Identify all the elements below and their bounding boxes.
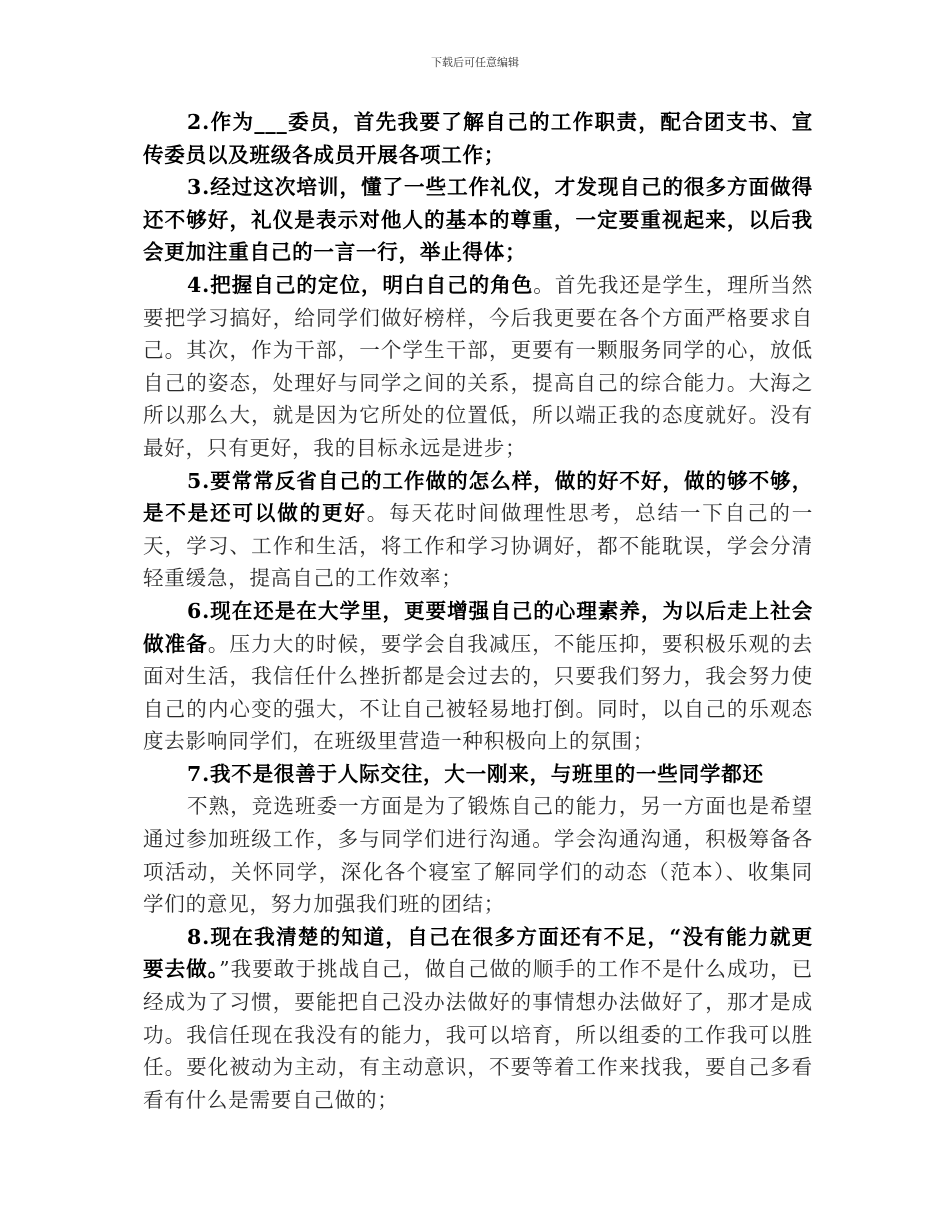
paragraph-6-text: 。压力大的时候，要学会自我减压，不能压抑，要积极乐观的去面对生活，我信任什么挫折都是会过去的，只要我们努力，我会努力使自己的内心变的强大，不让自己被轻易地打倒。同时，以自己的乐观态度去影响同学们，在班级里营造一种积极向上的氛围；	[143, 631, 813, 754]
paragraph-2	[143, 106, 813, 171]
paragraph-4	[143, 269, 813, 465]
paragraph-7-heading: 7.我不是很善于人际交往，大一刚来，与班里的一些同学都还	[187, 761, 764, 786]
paragraph-8-text: ”我要敢于挑战自己，做自己做的顺手的工作不是什么成功，已经成为了习惯，要能把自己没办法做好的事情想办法做好了，那才是成功。我信任现在我没有的能力，我可以培育，所以组委的工作我可以胜任。要化被动为主动，有主动意识，不要等着工作来找我，要自己多看看有什么是需要自己做的；	[143, 957, 813, 1112]
paragraph-4-text: 。首先我还是学生，理所当然要把学习搞好，给同学们做好榜样，今后我更要在各个方面严格要求自己。其次，作为干部，一个学生干部，更要有一颗服务同学的心，放低自己的姿态，处理好与同学之间的关系，提高自己的综合能力。大海之所以那么大，就是因为它所处的位置低，所以端正我的态度就好。没有最好，只有更好，我的目标永远是进步；	[143, 272, 814, 460]
paragraph-4-heading: 4.把握自己的定位，明白自己的角色	[187, 272, 534, 297]
paragraph-5	[143, 465, 813, 595]
paragraph-7c-text: 不熟，竞选班委一方面是为了锻炼自己的能力，另一方面也是希望通过参加班级工作，多与同学们进行沟通。学会沟通沟通，积极筹备各项活动，关怀同学，深化各个寝室了解同学们的动态（范本）、收集同学们的意见，努力加强我们班的团结；	[143, 794, 813, 917]
paragraph-5-text: 。每天花时间做理性思考，总结一下自己的一天，学习、工作和生活，将工作和学习协调好，都不能耽误，学会分清轻重缓急，提高自己的工作效率；	[143, 501, 814, 591]
paragraph-3-heading: 3.经过这次培训，懂了一些工作礼仪，才发现自己的很多方面做得还不够好，礼仪是表示对他人的基本的尊重，一定要重视起来，以后我会更加注重自己的一言一行，举止得体；	[143, 175, 813, 265]
page-header: 下载后可任意编辑	[431, 56, 519, 69]
paragraph-6	[143, 595, 813, 758]
paragraph-7-continued	[143, 790, 813, 920]
paragraph-8-heading: 8.现在我清楚的知道，自己在很多方面还有不足，“没有能力就更要去做。	[143, 924, 813, 982]
document-body	[143, 106, 813, 1116]
paragraph-7	[143, 758, 813, 791]
paragraph-3	[143, 171, 813, 269]
paragraph-2-heading: 2.作为___委员，首先我要了解自己的工作职责，配合团支书、宣传委员以及班级各成员开展各项工作；	[143, 110, 813, 167]
paragraph-6-heading: 6.现在还是在大学里，更要增强自己的心理素养，为以后走上社会做准备	[143, 598, 813, 656]
paragraph-8	[143, 921, 813, 1117]
paragraph-5-heading: 5.要常常反省自己的工作做的怎么样，做的好不好，做的够不够，是不是还可以做的更好	[143, 468, 813, 526]
